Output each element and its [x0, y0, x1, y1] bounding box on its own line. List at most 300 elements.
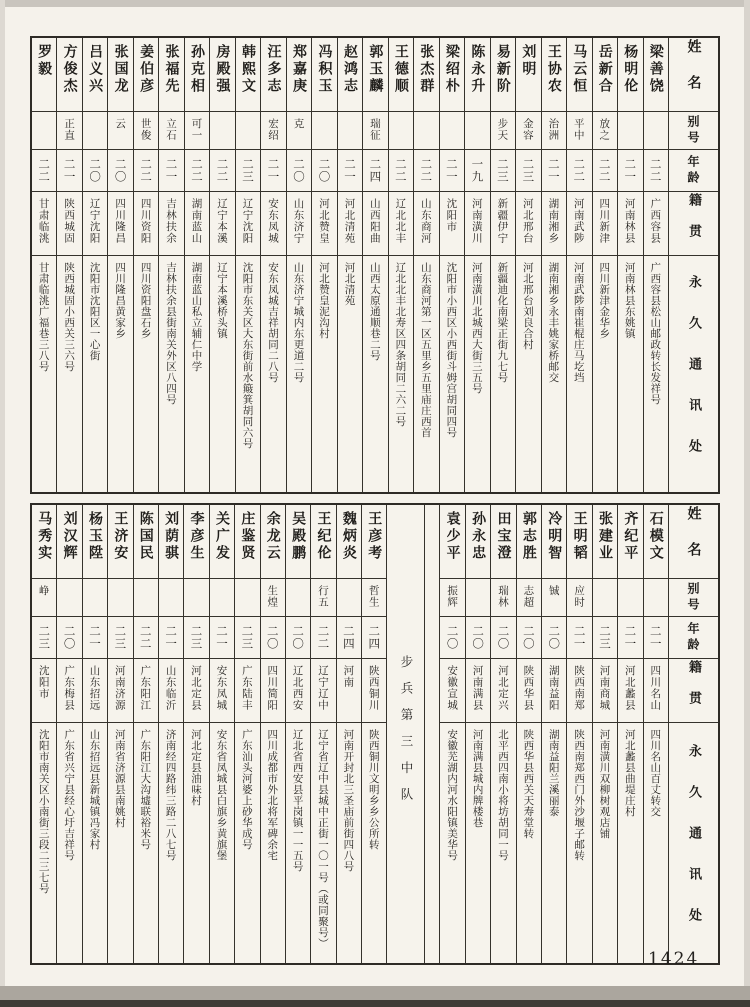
- alias-cell: [567, 579, 591, 617]
- age-cell: [286, 617, 310, 659]
- age-cell: [83, 617, 107, 659]
- age-cell: [159, 150, 183, 192]
- native-text: 河南: [342, 665, 355, 688]
- native-place-cell: [337, 659, 361, 723]
- alias-text: 克: [292, 118, 305, 130]
- native-text: 陕西华县: [522, 665, 535, 711]
- alias-cell: [235, 579, 259, 617]
- native-place-cell: [134, 659, 158, 723]
- native-text: 广东梅县: [63, 665, 76, 711]
- alias-text: 云: [114, 118, 127, 130]
- address-text: 山东济宁城内东更道二号: [292, 262, 305, 383]
- address-cell: [517, 723, 541, 963]
- page-number: 1424: [648, 949, 700, 969]
- alias-cell: [261, 112, 285, 150]
- header-native-label: [669, 192, 718, 256]
- alias-cell: [286, 579, 310, 617]
- age-cell: [210, 150, 234, 192]
- age-cell: [465, 150, 489, 192]
- name-cell: [286, 505, 310, 579]
- native-place-cell: [491, 659, 515, 723]
- native-place-cell: [57, 659, 81, 723]
- address-text: 湖南湘乡永丰姚家桥邮交: [547, 262, 560, 383]
- native-text: 广东阳江: [139, 665, 152, 711]
- name-cell: [57, 38, 81, 112]
- person-column: [643, 505, 668, 963]
- native-place-cell: [159, 192, 183, 256]
- age-text: 二〇: [113, 158, 128, 183]
- name-cell: [465, 38, 489, 112]
- age-text: 二二: [138, 625, 153, 650]
- age-cell: [108, 150, 132, 192]
- native-text: 河南济源: [113, 665, 126, 711]
- address-text: 河南武陟南崔棍庄马圪垱: [572, 262, 585, 383]
- alias-cell: [414, 112, 438, 150]
- alias-cell: [210, 579, 234, 617]
- person-column: [82, 38, 107, 492]
- native-place-cell: [363, 192, 387, 256]
- person-column: [56, 505, 81, 963]
- native-text: 辽宁辽中: [317, 665, 329, 711]
- name-text: 梁善饶: [647, 44, 664, 95]
- age-cell: [517, 617, 541, 659]
- native-place-cell: [516, 192, 540, 256]
- name-cell: [83, 505, 107, 579]
- age-text: 二一: [87, 625, 102, 650]
- native-text: 陕西南郑: [573, 665, 586, 711]
- age-text: 二二: [139, 158, 154, 183]
- name-cell: [466, 505, 490, 579]
- alias-cell: [337, 579, 361, 617]
- native-text: 河北定兴: [496, 665, 509, 711]
- address-text: 山东招远县新城镇冯家村: [88, 729, 101, 850]
- native-place-cell: [159, 659, 183, 723]
- native-text: 河南满县: [471, 665, 484, 711]
- address-text: 广东省兴宁县经心圩吉祥号: [63, 729, 76, 861]
- name-text: 田宝澄: [495, 511, 512, 562]
- alias-cell: [644, 579, 668, 617]
- name-text: 岳新合: [596, 44, 613, 95]
- age-cell: [337, 617, 361, 659]
- header-address-text: 永久通讯处: [686, 743, 701, 949]
- address-text: 陕西华县西关天寿堂转: [522, 729, 535, 839]
- person-column: [413, 38, 438, 492]
- person-column: [337, 38, 362, 492]
- name-cell: [363, 38, 387, 112]
- native-place-cell: [491, 192, 515, 256]
- name-text: 孙永忠: [470, 511, 487, 562]
- person-column: [234, 505, 259, 963]
- name-text: 王德顺: [392, 44, 409, 95]
- address-text: 济南经四路纬三路二八七号: [164, 729, 177, 861]
- alias-text: 正直: [63, 118, 76, 141]
- person-column: [209, 38, 234, 492]
- alias-text: 瑞林: [496, 585, 509, 608]
- name-cell: [287, 38, 311, 112]
- native-text: 沈阳市: [445, 198, 458, 233]
- alias-text: 平中: [572, 118, 585, 141]
- native-text: 河南商城: [598, 665, 611, 711]
- age-cell: [491, 617, 515, 659]
- age-cell: [32, 150, 56, 192]
- header-age-text: 年龄: [686, 621, 700, 654]
- native-place-cell: [261, 659, 285, 723]
- name-cell: [312, 38, 336, 112]
- name-cell: [644, 38, 668, 112]
- address-text: 河北蠡县曲堤庄村: [623, 729, 636, 817]
- native-place-cell: [338, 192, 362, 256]
- scan-edge-bottom: [0, 986, 750, 1000]
- scan-edge-right: [744, 0, 750, 1007]
- age-text: 二四: [341, 625, 356, 650]
- address-cell: [337, 723, 361, 963]
- address-text: 沈阳市小西区小西街斗姆宫胡同四号: [445, 262, 458, 438]
- age-cell: [567, 617, 591, 659]
- alias-cell: [618, 112, 642, 150]
- native-text: 湖南蓝山: [190, 198, 203, 244]
- address-text: 河北赞皇泥沟村: [317, 262, 330, 339]
- address-cell: [108, 723, 132, 963]
- age-cell: [159, 617, 183, 659]
- name-text: 吴殿鹏: [290, 511, 307, 562]
- age-cell: [261, 617, 285, 659]
- person-column: [465, 505, 490, 963]
- alias-cell: [108, 579, 132, 617]
- alias-cell: [32, 112, 56, 150]
- person-column: [361, 505, 386, 963]
- alias-cell: [516, 112, 540, 150]
- alias-cell: [83, 112, 107, 150]
- address-cell: [440, 723, 464, 963]
- header-address-label: [669, 256, 718, 492]
- age-text: 二一: [623, 625, 638, 650]
- native-place-cell: [311, 659, 335, 723]
- age-text: 二三: [113, 625, 128, 650]
- address-cell: [593, 256, 617, 492]
- name-cell: [440, 505, 464, 579]
- alias-cell: [57, 579, 81, 617]
- age-text: 二〇: [547, 625, 562, 650]
- address-text: 四川名山百丈转交: [649, 729, 662, 817]
- alias-text: 立石: [165, 118, 178, 141]
- address-text: 河北定县油味村: [190, 729, 203, 806]
- name-cell: [108, 38, 132, 112]
- age-cell: [363, 150, 387, 192]
- native-text: 山东商河: [419, 198, 432, 244]
- age-text: 二〇: [471, 625, 486, 650]
- age-text: 二一: [546, 158, 561, 183]
- address-text: 四川成都市外北将军碑余宅: [266, 729, 279, 861]
- person-column: [617, 38, 642, 492]
- alias-text: 宏绍: [266, 118, 279, 141]
- person-column: [311, 38, 336, 492]
- age-text: 二〇: [445, 625, 460, 650]
- address-cell: [312, 256, 336, 492]
- name-text: 张国龙: [112, 44, 129, 95]
- address-cell: [618, 256, 642, 492]
- person-column: [209, 505, 234, 963]
- header-native-text: 籍贯: [686, 659, 701, 722]
- header-name-text: 姓名: [685, 505, 702, 578]
- name-text: 张建业: [597, 511, 614, 562]
- age-cell: [567, 150, 591, 192]
- native-place-cell: [83, 659, 107, 723]
- person-column: [516, 505, 541, 963]
- alias-cell: [210, 112, 234, 150]
- person-column: [56, 38, 81, 492]
- person-column: [592, 38, 617, 492]
- age-text: 二四: [367, 625, 382, 650]
- name-cell: [491, 38, 515, 112]
- age-text: 二一: [62, 158, 77, 183]
- native-place-cell: [542, 192, 566, 256]
- name-text: 魏炳炎: [340, 511, 357, 562]
- name-cell: [389, 38, 413, 112]
- name-text: 马秀实: [36, 511, 53, 562]
- address-cell: [491, 723, 515, 963]
- address-text: 河北邢台刘良合村: [521, 262, 534, 350]
- native-text: 河北定县: [190, 665, 203, 711]
- person-column: [133, 505, 158, 963]
- name-cell: [236, 38, 260, 112]
- header-age-label: [669, 150, 718, 192]
- age-text: 二〇: [291, 158, 306, 183]
- address-text: 辽宁省辽中县城中正街一〇一号（或同聚号）: [317, 729, 329, 949]
- name-text: 杨明伦: [622, 44, 639, 95]
- name-cell: [184, 505, 208, 579]
- address-cell: [210, 256, 234, 492]
- native-text: 湖南湘乡: [547, 198, 560, 244]
- address-cell: [542, 256, 566, 492]
- header-name-text: 姓名: [685, 38, 702, 111]
- address-text: 河南林县东姚镇: [623, 262, 636, 339]
- address-cell: [362, 723, 386, 963]
- address-text: 陕西铜川文明乡乡公所转: [367, 729, 380, 850]
- person-column: [107, 38, 132, 492]
- native-text: 四川新津: [598, 198, 611, 244]
- age-cell: [644, 617, 668, 659]
- name-text: 郭志胜: [520, 511, 537, 562]
- alias-cell: [542, 579, 566, 617]
- address-text: 新疆迪化南梁正街九七号: [496, 262, 509, 383]
- person-column: [32, 505, 56, 963]
- name-text: 石模文: [647, 511, 664, 562]
- age-text: 二一: [444, 158, 459, 183]
- native-place-cell: [542, 659, 566, 723]
- name-text: 庄鉴贤: [239, 511, 256, 562]
- age-cell: [287, 150, 311, 192]
- age-cell: [236, 150, 260, 192]
- native-text: 新疆伊宁: [496, 198, 509, 244]
- age-cell: [491, 150, 515, 192]
- header-alias-label: [669, 579, 718, 617]
- unit-divider-column: [386, 505, 424, 963]
- name-text: 易新阶: [494, 44, 511, 95]
- address-cell: [236, 256, 260, 492]
- alias-cell: [389, 112, 413, 150]
- scan-edge-bottom-line: [0, 1000, 750, 1007]
- age-text: 二〇: [521, 625, 536, 650]
- header-native-label: [669, 659, 718, 723]
- name-text: 冷明智: [546, 511, 563, 562]
- roster-table-bottom: [30, 503, 720, 965]
- address-text: 甘肃临洮广福巷三八号: [37, 262, 50, 372]
- age-cell: [542, 150, 566, 192]
- header-alias-text: 别号: [686, 581, 700, 614]
- name-cell: [83, 38, 107, 112]
- header-alias-label: [669, 112, 718, 150]
- age-cell: [414, 150, 438, 192]
- age-cell: [134, 617, 158, 659]
- age-text: 二一: [266, 158, 281, 183]
- person-column: [82, 505, 107, 963]
- address-cell: [414, 256, 438, 492]
- name-cell: [159, 38, 183, 112]
- native-text: 河南武陟: [572, 198, 585, 244]
- name-text: 吕义兴: [87, 44, 104, 95]
- address-text: 沈阳市南关区小南街三段二三七号: [37, 729, 50, 894]
- native-place-cell: [210, 659, 234, 723]
- native-place-cell: [389, 192, 413, 256]
- native-text: 四川名山: [649, 665, 662, 711]
- address-text: 广东汕头河婆上砂华成号: [240, 729, 253, 850]
- native-text: 广西容县: [649, 198, 662, 244]
- address-text: 河南满县城内牌楼巷: [471, 729, 484, 828]
- alias-text: 峥: [37, 585, 50, 597]
- name-text: 方俊杰: [61, 44, 78, 95]
- name-text: 王纪伦: [315, 511, 332, 562]
- native-text: 山东招远: [88, 665, 101, 711]
- address-text: 陕西城固小西关三六号: [63, 262, 76, 372]
- header-address-label: [669, 723, 718, 963]
- native-text: 四川隆昌: [114, 198, 127, 244]
- address-cell: [465, 256, 489, 492]
- age-cell: [57, 150, 81, 192]
- age-cell: [466, 617, 490, 659]
- address-text: 河北清苑: [343, 262, 356, 306]
- age-text: 二一: [572, 625, 587, 650]
- name-text: 郭玉麟: [367, 44, 384, 95]
- age-cell: [184, 617, 208, 659]
- native-text: 广东陆丰: [240, 665, 253, 711]
- address-cell: [567, 723, 591, 963]
- address-cell: [286, 723, 310, 963]
- name-cell: [261, 38, 285, 112]
- address-cell: [491, 256, 515, 492]
- alias-cell: [465, 112, 489, 150]
- alias-text: 生煌: [266, 585, 279, 608]
- person-column: [515, 38, 540, 492]
- name-cell: [593, 38, 617, 112]
- alias-cell: [159, 579, 183, 617]
- name-text: 郑嘉庚: [290, 44, 307, 95]
- person-column: [439, 38, 464, 492]
- native-text: 辽宁沈阳: [88, 198, 101, 244]
- header-native-text: 籍贯: [686, 192, 701, 255]
- age-cell: [185, 150, 209, 192]
- native-text: 湖南益阳: [547, 665, 560, 711]
- alias-text: 金容: [521, 118, 534, 141]
- age-cell: [261, 150, 285, 192]
- person-column: [183, 505, 208, 963]
- age-text: 二二: [37, 158, 52, 183]
- age-text: 二二: [597, 158, 612, 183]
- alias-cell: [159, 112, 183, 150]
- header-column: [668, 505, 718, 963]
- name-text: 刘荫骐: [163, 511, 180, 562]
- age-cell: [57, 617, 81, 659]
- name-text: 刘汉辉: [61, 511, 78, 562]
- native-text: 山西阳曲: [368, 198, 381, 244]
- person-column: [490, 38, 515, 492]
- address-text: 辽北省西安县平岗镇一一五号: [291, 729, 304, 872]
- person-column: [490, 505, 515, 963]
- address-cell: [389, 256, 413, 492]
- native-text: 河北赞皇: [317, 198, 330, 244]
- address-cell: [184, 723, 208, 963]
- name-text: 杨玉陞: [86, 511, 103, 562]
- address-cell: [235, 723, 259, 963]
- native-place-cell: [644, 192, 668, 256]
- age-text: 二〇: [496, 625, 511, 650]
- address-text: 山东商河第一区五里乡五里庙庄西首: [419, 262, 432, 438]
- name-text: 赵鸿志: [341, 44, 358, 95]
- address-cell: [593, 723, 617, 963]
- native-text: 四川资阳: [139, 198, 152, 244]
- address-cell: [644, 256, 668, 492]
- native-text: 吉林扶余: [165, 198, 178, 244]
- native-text: 陕西城固: [63, 198, 76, 244]
- native-text: 河南潢川: [470, 198, 483, 244]
- address-cell: [363, 256, 387, 492]
- native-text: 甘肃临洮: [37, 198, 50, 244]
- address-cell: [210, 723, 234, 963]
- name-text: 张福先: [163, 44, 180, 95]
- person-column: [107, 505, 132, 963]
- alias-cell: [287, 112, 311, 150]
- age-cell: [311, 617, 335, 659]
- address-cell: [567, 256, 591, 492]
- name-cell: [517, 505, 541, 579]
- address-text: 广东阳江大沟墟联裕米号: [139, 729, 152, 850]
- age-text: 二三: [598, 625, 613, 650]
- age-cell: [338, 150, 362, 192]
- person-column: [32, 38, 56, 492]
- name-cell: [108, 505, 132, 579]
- address-cell: [134, 256, 158, 492]
- alias-cell: [32, 579, 56, 617]
- native-text: 河北清苑: [343, 198, 356, 244]
- name-text: 房殿强: [214, 44, 231, 95]
- alias-text: 步天: [496, 118, 509, 141]
- name-cell: [414, 38, 438, 112]
- address-text: 北平西四南小将坊胡同一号: [496, 729, 509, 861]
- alias-text: 哲生: [367, 585, 380, 608]
- alias-cell: [134, 112, 158, 150]
- native-place-cell: [83, 192, 107, 256]
- native-text: 河南林县: [623, 198, 636, 244]
- person-column: [260, 38, 285, 492]
- age-cell: [593, 150, 617, 192]
- address-cell: [32, 256, 56, 492]
- alias-cell: [184, 579, 208, 617]
- age-text: 二一: [342, 158, 357, 183]
- address-cell: [618, 723, 642, 963]
- alias-text: 放之: [598, 118, 611, 141]
- age-text: 二一: [164, 158, 179, 183]
- age-cell: [644, 150, 668, 192]
- age-text: 二一: [214, 625, 229, 650]
